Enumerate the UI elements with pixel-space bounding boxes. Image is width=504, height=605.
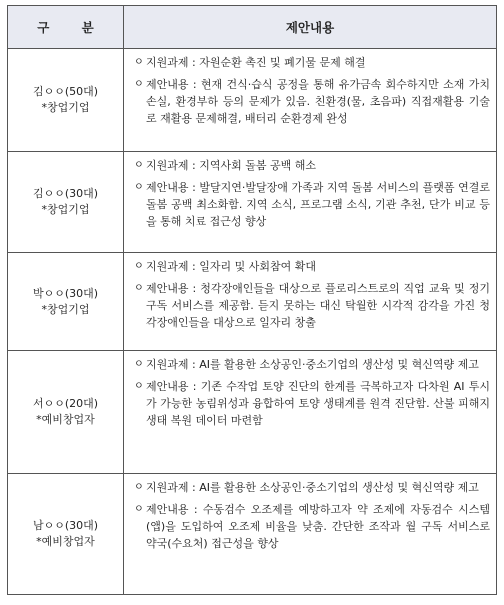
proposal-cell — [124, 474, 497, 595]
proposal-table-container — [7, 5, 497, 595]
applicant-cell — [8, 152, 124, 253]
bullet-icon: ㅇ — [134, 359, 144, 370]
bullet-icon: ㅇ — [134, 283, 144, 294]
proposal-text: 제안내용 : 청각장애인들을 대상으로 플로리스트로의 직업 교육 및 정기구독 서비스를 제공함. 듣지 못하는 대신 탁월한 시각적 감각을 가진 청각장애인들을 대상으로 일자리 창출 — [146, 282, 490, 329]
header-proposal: 제안내용 — [124, 6, 497, 49]
task-item — [134, 479, 490, 496]
proposal-cell — [124, 49, 497, 152]
applicant-name: 김ㅇㅇ(30대) — [32, 187, 99, 200]
applicant-type: *예비창업자 — [36, 535, 95, 548]
applicant-cell — [8, 474, 124, 595]
table-row — [8, 49, 497, 152]
bullet-icon: ㅇ — [134, 160, 144, 171]
applicant-name: 박ㅇㅇ(30대) — [32, 286, 99, 300]
task-text: 지원과제 : 일자리 및 사회참여 확대 — [146, 260, 316, 273]
task-item — [134, 54, 490, 71]
task-item — [134, 356, 490, 373]
applicant-type: *창업기업 — [41, 203, 90, 216]
task-item — [134, 258, 490, 275]
bullet-icon: ㅇ — [134, 482, 144, 493]
bullet-icon: ㅇ — [134, 57, 144, 68]
applicant-cell — [8, 253, 124, 351]
proposal-text: 제안내용 : 기존 수작업 토양 진단의 한계를 극복하고자 다차원 AI 투시가 가능한 농림위성과 융합하여 토양 생태계를 원격 진단함. 산불 피해지 생태 복원 데이터 마련함 — [146, 380, 490, 427]
table-row — [8, 474, 497, 595]
proposal-text: 제안내용 : 수동검수 오조제를 예방하고자 약 조제에 자동검수 시스템(앱)을 도입하여 오조제 비율을 낮춤. 간단한 조작과 월 구독 서비스로 약국(수요처) 접근성을 향상 — [146, 503, 490, 550]
bullet-icon: ㅇ — [134, 182, 144, 193]
task-item — [134, 157, 490, 174]
applicant-name: 김ㅇㅇ(50대) — [32, 85, 99, 98]
table-row — [8, 152, 497, 253]
proposal-item — [134, 378, 490, 429]
proposal-text: 제안내용 : 현재 건식·습식 공정을 통해 유가금속 회수하지만 소재 가치 손실, 환경부하 등의 문제가 있음. 친환경(물, 초음파) 직접재활용 기술로 재활용 문제해결, 배터리 순환경제 완성 — [146, 78, 490, 125]
proposal-item — [134, 501, 490, 552]
bullet-icon: ㅇ — [134, 79, 144, 90]
applicant-type: *창업기업 — [41, 101, 90, 114]
table-header-row — [8, 6, 497, 49]
proposal-cell — [124, 351, 497, 474]
bullet-icon: ㅇ — [134, 261, 144, 272]
applicant-cell — [8, 49, 124, 152]
proposal-cell — [124, 253, 497, 351]
task-text: 지원과제 : 자원순환 촉진 및 폐기물 문제 해결 — [146, 56, 366, 69]
applicant-name: 서ㅇㅇ(20대) — [32, 397, 99, 410]
proposal-table — [7, 5, 497, 595]
applicant-type: *예비창업자 — [36, 413, 95, 426]
applicant-type: *창업기업 — [41, 302, 90, 316]
proposal-cell — [124, 152, 497, 253]
table-row — [8, 253, 497, 351]
applicant-name: 남ㅇㅇ(30대) — [32, 519, 99, 532]
task-text: 지원과제 : 지역사회 돌봄 공백 해소 — [146, 159, 316, 172]
proposal-item — [134, 76, 490, 127]
task-text: 지원과제 : AI를 활용한 소상공인·중소기업의 생산성 및 혁신역량 제고 — [146, 358, 479, 371]
table-row — [8, 351, 497, 474]
proposal-item — [134, 280, 490, 331]
bullet-icon: ㅇ — [134, 381, 144, 392]
bullet-icon: ㅇ — [134, 504, 144, 515]
proposal-text: 제안내용 : 발달지연·발달장애 가족과 지역 돌봄 서비스의 플랫폼 연결로 돌봄 공백 최소화함. 지역 소식, 프로그램 소식, 기관 추천, 단가 비교 등을 통해 치료 접근성 향상 — [146, 181, 490, 228]
task-text: 지원과제 : AI를 활용한 소상공인·중소기업의 생산성 및 혁신역량 제고 — [146, 481, 479, 494]
header-category: 구 분 — [8, 6, 124, 49]
proposal-item — [134, 179, 490, 230]
applicant-cell — [8, 351, 124, 474]
